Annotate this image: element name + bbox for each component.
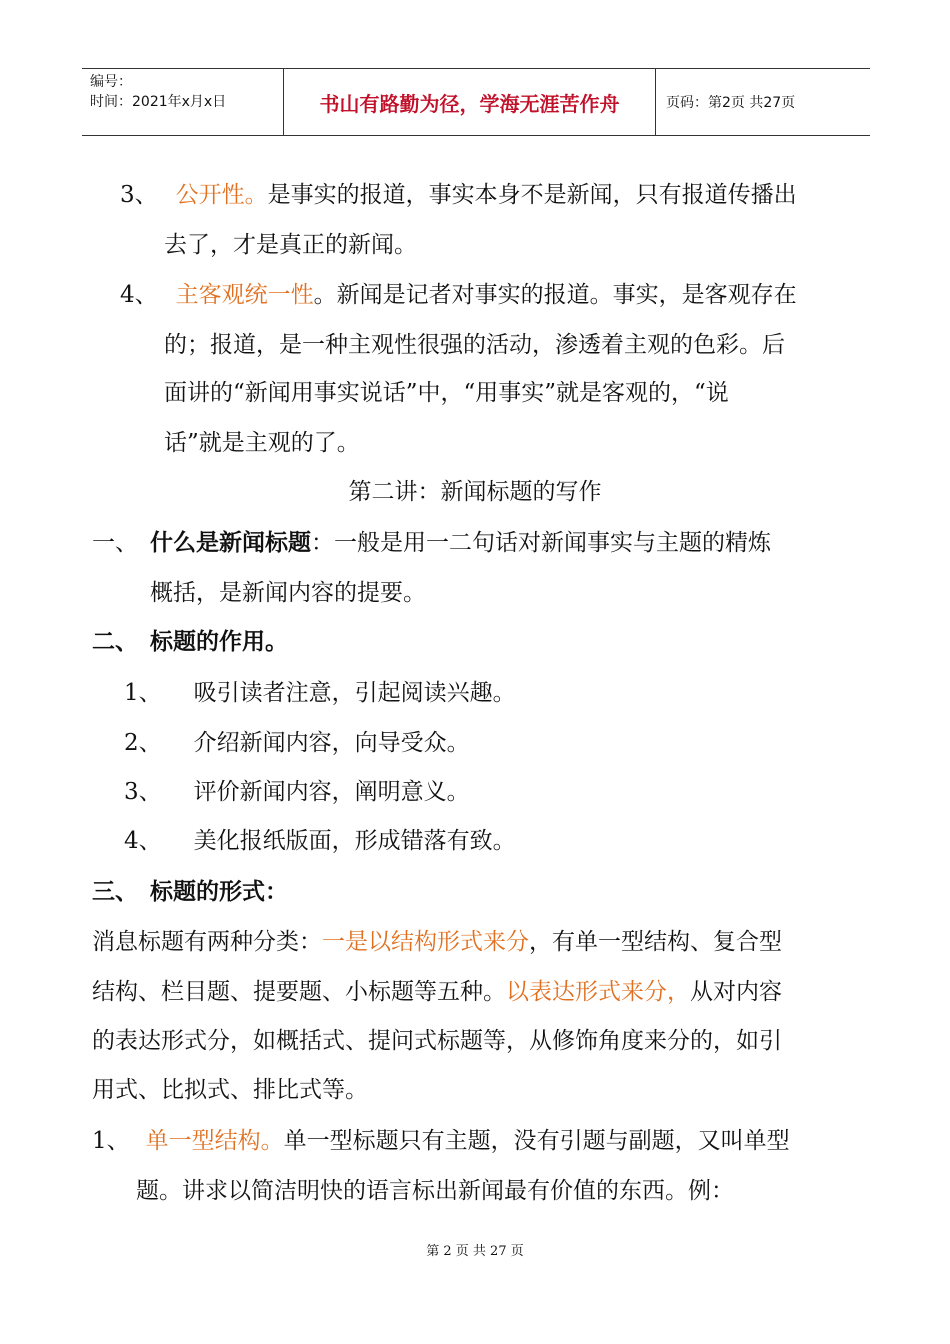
section-2-heading	[92, 627, 288, 657]
section-1-line-2: 概括，是新闻内容的提要。	[150, 580, 426, 606]
paragraph-line-1	[92, 927, 782, 957]
function-2-text: 介绍新闻内容，向导受众。	[193, 730, 470, 756]
function-3-number: 3、	[124, 779, 162, 805]
type-1-number: 1、	[92, 1128, 130, 1154]
function-4-number: 4、	[124, 828, 162, 854]
paragraph-text: 从对内容	[690, 979, 782, 1005]
function-4-text: 美化报纸版面，形成错落有致。	[193, 828, 516, 854]
item-4-line-2: 的；报道，是一种主观性很强的活动，渗透着主观的色彩。后	[164, 332, 785, 358]
paragraph-line-2	[92, 977, 782, 1007]
code-label: 编号：	[90, 74, 132, 90]
item-3-title: 公开性。	[175, 182, 268, 208]
item-3-line-2: 去了，才是真正的新闻。	[164, 232, 417, 258]
function-item-2	[124, 728, 470, 758]
function-1-text: 吸引读者注意，引起阅读兴趣。	[193, 680, 516, 706]
item-4-line-4: 话”就是主观的了。	[164, 430, 360, 456]
time-label: 时间：2021年x月x日	[90, 94, 227, 110]
function-item-1	[124, 678, 516, 708]
function-item-3	[124, 777, 470, 807]
header-meta	[82, 69, 284, 135]
section-3-number: 三、	[92, 878, 138, 905]
item-4-text: 。新闻是记者对事实的报道。事实，是客观存在	[313, 282, 797, 308]
section-1-line-1	[92, 528, 771, 558]
paragraph-highlight: 一是以结构形式来分	[322, 929, 529, 955]
section-3-heading	[92, 877, 288, 907]
section-1-text: ：一般是用一二句话对新闻事实与主题的精炼	[311, 530, 771, 556]
type-1-line-1	[92, 1126, 790, 1156]
section-3-title: 标题的形式：	[150, 878, 288, 905]
paragraph-highlight: 以表达形式来分，	[506, 979, 690, 1005]
page-header	[82, 68, 870, 136]
section-1-title: 什么是新闻标题	[150, 529, 311, 556]
paragraph-text: ，有单一型结构、复合型	[529, 929, 782, 955]
function-1-number: 1、	[124, 680, 162, 706]
section-2-title: 标题的作用。	[150, 628, 288, 655]
type-1-text: 单一型标题只有主题，没有引题与副题，又叫单型	[283, 1128, 790, 1154]
paragraph-line-4: 用式、比拟式、排比式等。	[92, 1077, 368, 1103]
type-1-line-2: 题。讲求以简洁明快的语言标出新闻最有价值的东西。例：	[136, 1178, 734, 1204]
paragraph-text: 消息标题有两种分类：	[92, 929, 322, 955]
function-item-4	[124, 826, 516, 856]
item-4-line-1	[120, 280, 797, 310]
section-1-number: 一、	[92, 530, 138, 556]
paragraph-line-3: 的表达形式分，如概括式、提问式标题等，从修饰角度来分的，如引	[92, 1028, 782, 1054]
function-2-number: 2、	[124, 730, 162, 756]
type-1-title: 单一型结构。	[145, 1128, 284, 1154]
function-3-text: 评价新闻内容，阐明意义。	[193, 779, 470, 805]
paragraph-text: 结构、栏目题、提要题、小标题等五种。	[92, 979, 506, 1005]
item-3-line-1	[120, 180, 797, 210]
item-3-number: 3、	[120, 182, 158, 208]
item-4-number: 4、	[120, 282, 158, 308]
item-3-text: 是事实的报道，事实本身不是新闻，只有报道传播出	[267, 182, 797, 208]
item-4-title: 主客观统一性	[175, 282, 314, 308]
page-footer: 第 2 页 共 27 页	[426, 1244, 524, 1259]
section-2-number: 二、	[92, 628, 138, 655]
item-4-line-3: 面讲的“新闻用事实说话”中，“用事实”就是客观的，“说	[164, 380, 729, 406]
header-page-info: 页码：第2页 共27页	[666, 95, 796, 111]
header-motto: 书山有路勤为径，学海无涯苦作舟	[284, 69, 656, 135]
lecture-title: 第二讲：新闻标题的写作	[348, 479, 602, 505]
